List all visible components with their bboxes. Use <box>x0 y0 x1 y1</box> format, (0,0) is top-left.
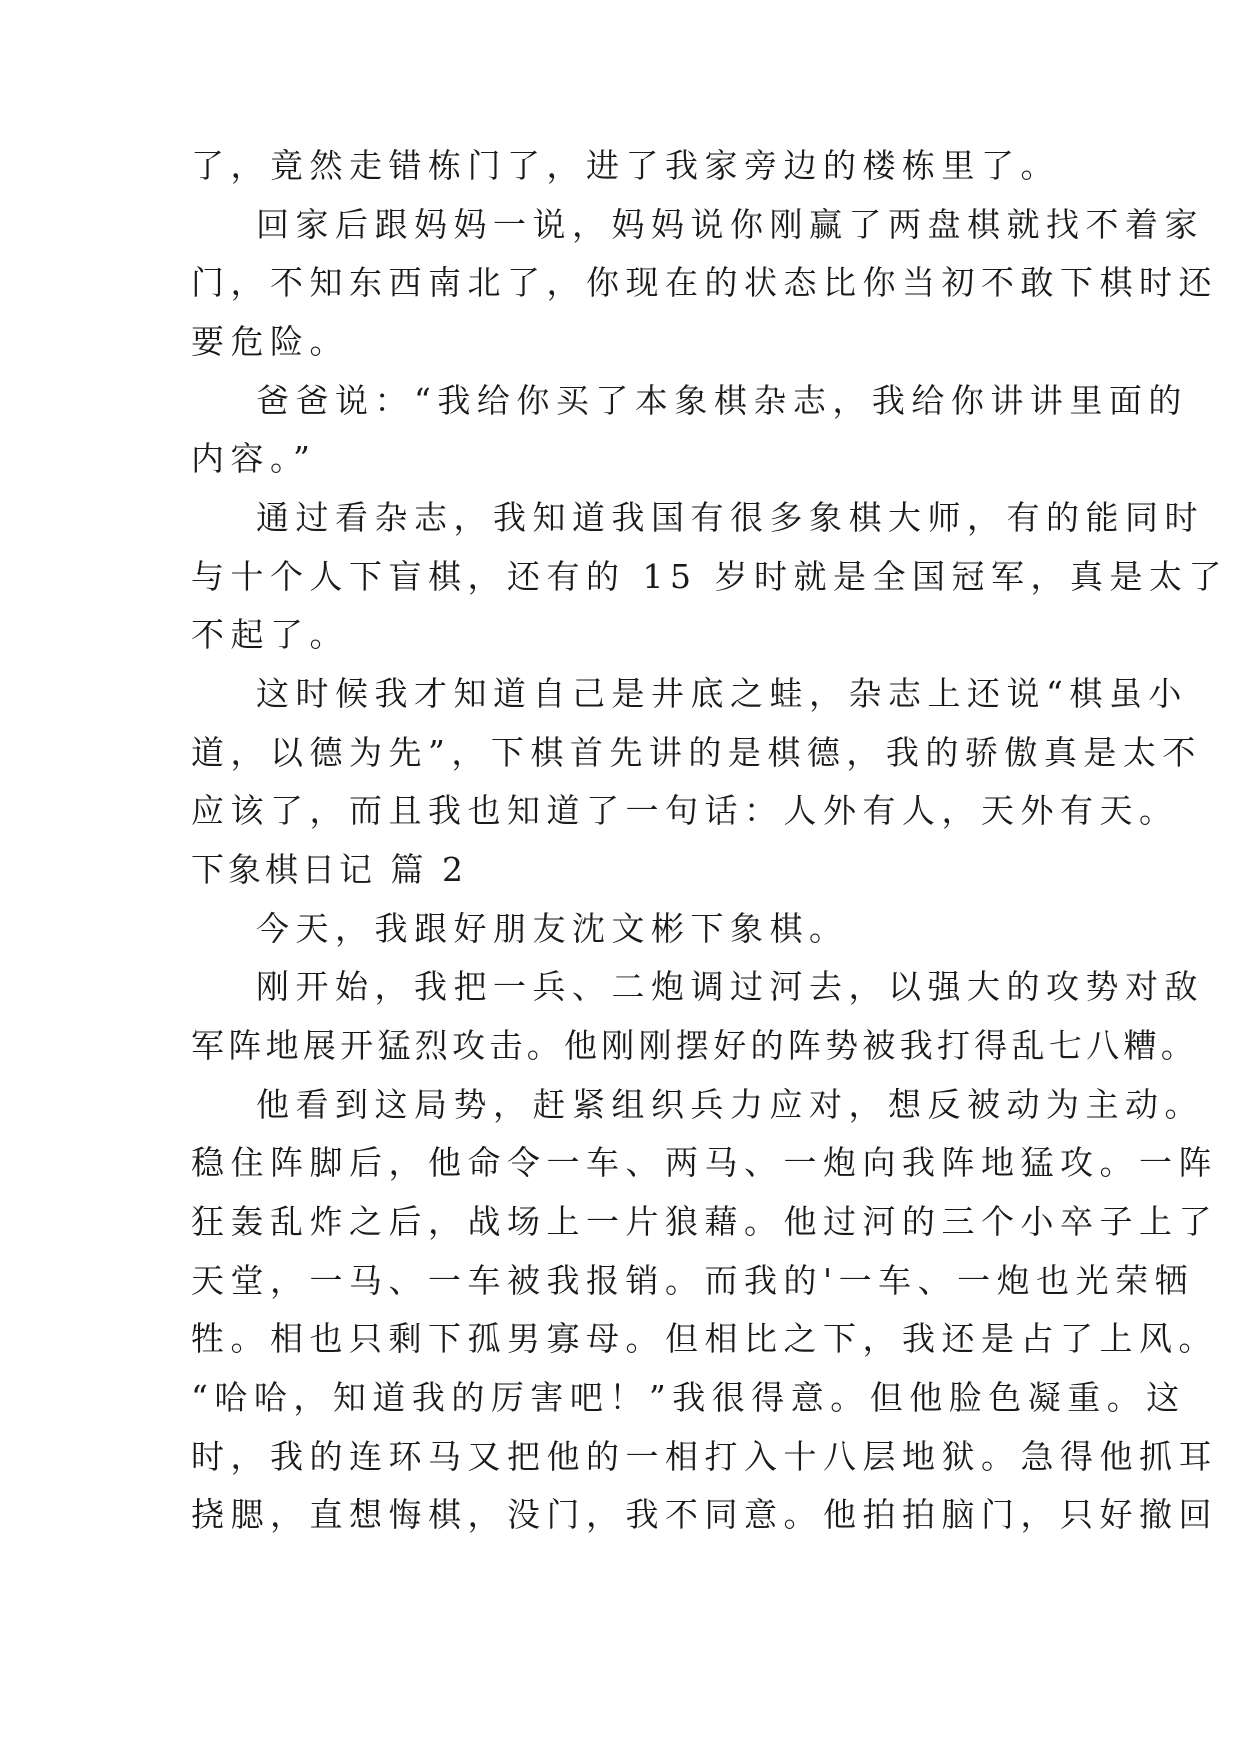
text-line: 不起了。 <box>191 615 349 654</box>
text-line: 门，不知东西南北了，你现在的状态比你当初不敢下棋时还 <box>191 263 1218 302</box>
paragraph-first-line: 他看到这局势，赶紧组织兵力应对，想反被动为主动。 <box>256 1085 1204 1124</box>
section-heading: 下象棋日记 篇 2 <box>191 850 467 889</box>
text-line: 天堂，一马、一车被我报销。而我的'一车、一炮也光荣牺 <box>191 1261 1195 1300</box>
text-line: 时，我的连环马又把他的一相打入十八层地狱。急得他抓耳 <box>191 1437 1218 1476</box>
paragraph-first-line: 这时候我才知道自己是井底之蛙，杂志上还说“棋虽小 <box>256 674 1188 713</box>
text-line: 要危险。 <box>191 322 349 361</box>
text-line: 军阵地展开猛烈攻击。他刚刚摆好的阵势被我打得乱七八糟。 <box>191 1026 1199 1065</box>
text-line: 内容。” <box>191 439 317 478</box>
paragraph-first-line: 今天，我跟好朋友沈文彬下象棋。 <box>256 909 849 948</box>
text-line: 与十个人下盲棋，还有的 15 岁时就是全国冠军，真是太了 <box>191 557 1228 596</box>
text-line: 挠腮，直想悔棋，没门，我不同意。他拍拍脑门，只好撤回 <box>191 1495 1218 1534</box>
paragraph-first-line: 爸爸说：“我给你买了本象棋杂志，我给你讲讲里面的 <box>256 381 1188 420</box>
text-line: 了，竟然走错栋门了，进了我家旁边的楼栋里了。 <box>191 146 1060 185</box>
text-line: 道，以德为先”，下棋首先讲的是棋德，我的骄傲真是太不 <box>191 733 1202 772</box>
text-line: 应该了，而且我也知道了一句话：人外有人，天外有天。 <box>191 791 1179 830</box>
text-line: 稳住阵脚后，他命令一车、两马、一炮向我阵地猛攻。一阵 <box>191 1143 1218 1182</box>
paragraph-first-line: 通过看杂志，我知道我国有很多象棋大师，有的能同时 <box>256 498 1204 537</box>
text-line: 牲。相也只剩下孤男寡母。但相比之下，我还是占了上风。 <box>191 1319 1218 1358</box>
text-line: “哈哈，知道我的厉害吧！”我很得意。但他脸色凝重。这 <box>191 1378 1186 1417</box>
paragraph-first-line: 刚开始，我把一兵、二炮调过河去，以强大的攻势对敌 <box>256 967 1204 1006</box>
text-line: 狂轰乱炸之后，战场上一片狼藉。他过河的三个小卒子上了 <box>191 1202 1218 1241</box>
paragraph-first-line: 回家后跟妈妈一说，妈妈说你刚赢了两盘棋就找不着家 <box>256 205 1204 244</box>
